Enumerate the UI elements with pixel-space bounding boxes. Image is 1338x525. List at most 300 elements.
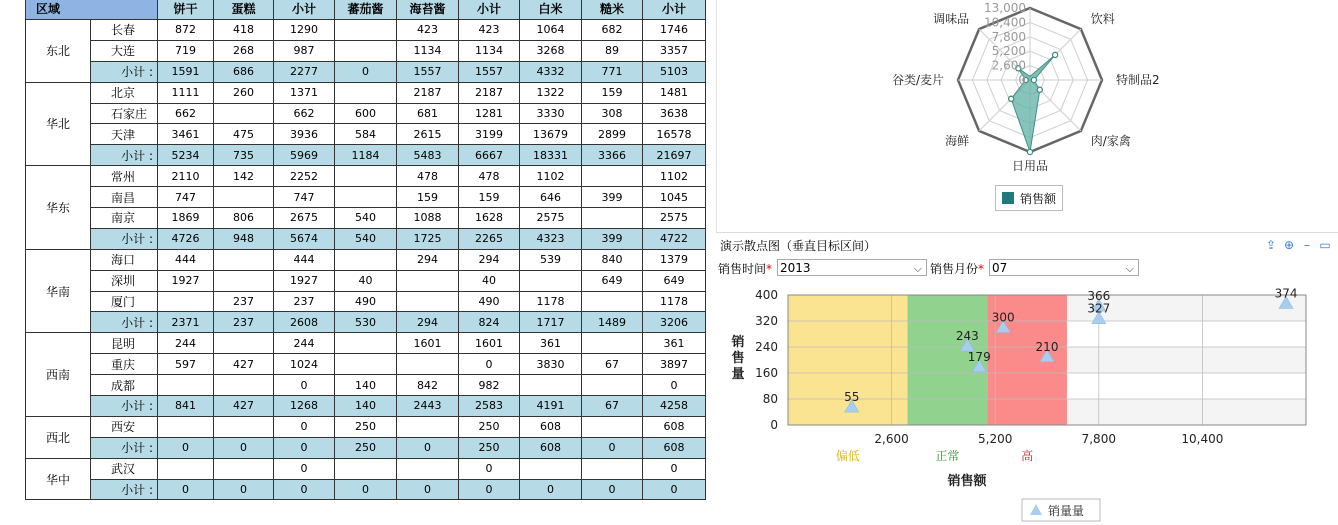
value-cell: 1045 xyxy=(643,187,706,208)
value-cell: 423 xyxy=(459,20,520,41)
subtotal-row xyxy=(26,437,706,458)
subtotal-row xyxy=(26,312,706,333)
band-label: 正常 xyxy=(935,449,960,463)
subtotal-label: 小计 : xyxy=(91,479,158,500)
value-cell: 1102 xyxy=(643,166,706,187)
filter-month-select[interactable] xyxy=(989,259,1139,276)
value-cell: 237 xyxy=(214,312,274,333)
value-cell: 361 xyxy=(520,333,582,354)
value-cell: 1134 xyxy=(459,40,520,61)
value-cell: 475 xyxy=(214,124,274,145)
value-cell: 1717 xyxy=(520,312,582,333)
city-cell: 长春 xyxy=(91,20,158,41)
value-cell: 597 xyxy=(158,354,214,375)
sales-report-table xyxy=(25,0,706,500)
value-cell: 0 xyxy=(643,375,706,396)
value-cell: 3936 xyxy=(274,124,335,145)
radar-tick-label: 5,200 xyxy=(991,44,1026,59)
value-cell: 2110 xyxy=(158,166,214,187)
value-cell: 478 xyxy=(397,166,459,187)
table-row xyxy=(26,40,706,61)
value-cell: 159 xyxy=(459,187,520,208)
value-cell: 294 xyxy=(397,249,459,270)
value-cell: 1290 xyxy=(274,20,335,41)
value-cell: 0 xyxy=(459,479,520,500)
value-cell: 1869 xyxy=(158,208,214,229)
point-label: 55 xyxy=(844,390,860,405)
value-cell: 735 xyxy=(214,145,274,166)
subtotal-label: 小计 : xyxy=(91,312,158,333)
value-cell: 3366 xyxy=(582,145,643,166)
value-cell: 1601 xyxy=(397,333,459,354)
column-header: 小计 xyxy=(643,0,706,20)
value-cell: 1024 xyxy=(274,354,335,375)
region-cell: 西北 xyxy=(26,416,91,458)
value-cell: 1178 xyxy=(520,291,582,312)
value-cell: 1102 xyxy=(520,166,582,187)
value-cell: 747 xyxy=(274,187,335,208)
radar-axis-label: 特制品2 xyxy=(1116,73,1160,87)
radar-point xyxy=(1027,149,1032,154)
x-axis-title: 销售额 xyxy=(947,474,987,489)
chevron-down-icon: ⌵ xyxy=(1125,262,1134,275)
value-cell xyxy=(214,270,274,291)
radar-axis-label: 海鲜 xyxy=(945,133,970,148)
target-band xyxy=(788,295,908,425)
value-cell: 0 xyxy=(274,375,335,396)
subtotal-row xyxy=(26,61,706,82)
city-cell: 大连 xyxy=(91,40,158,61)
value-cell: 5674 xyxy=(274,228,335,249)
value-cell: 4191 xyxy=(520,396,582,417)
value-cell: 2187 xyxy=(397,82,459,103)
value-cell: 747 xyxy=(158,187,214,208)
value-cell: 1725 xyxy=(397,228,459,249)
value-cell xyxy=(582,375,643,396)
value-cell: 237 xyxy=(214,291,274,312)
value-cell: 0 xyxy=(459,354,520,375)
value-cell: 427 xyxy=(214,354,274,375)
value-cell: 159 xyxy=(397,187,459,208)
subtotal-label: 小计 : xyxy=(91,61,158,82)
value-cell: 0 xyxy=(397,479,459,500)
value-cell: 1628 xyxy=(459,208,520,229)
value-cell: 0 xyxy=(214,437,274,458)
point-label: 300 xyxy=(991,310,1015,325)
value-cell: 0 xyxy=(520,479,582,500)
value-cell: 5483 xyxy=(397,145,459,166)
value-cell: 719 xyxy=(158,40,214,61)
filter-year-select[interactable] xyxy=(777,259,927,276)
y-tick-label: 320 xyxy=(755,314,778,328)
table-row xyxy=(26,249,706,270)
value-cell xyxy=(158,458,214,479)
value-cell: 13679 xyxy=(520,124,582,145)
scatter-panel-title: 演示散点图（垂直目标区间） xyxy=(720,239,877,253)
value-cell: 3206 xyxy=(643,312,706,333)
value-cell: 361 xyxy=(643,333,706,354)
value-cell: 4722 xyxy=(643,228,706,249)
value-cell: 540 xyxy=(335,208,397,229)
value-cell: 0 xyxy=(582,479,643,500)
value-cell: 1178 xyxy=(643,291,706,312)
value-cell xyxy=(520,375,582,396)
value-cell xyxy=(520,458,582,479)
value-cell: 2899 xyxy=(582,124,643,145)
value-cell: 3461 xyxy=(158,124,214,145)
value-cell: 427 xyxy=(214,396,274,417)
value-cell: 308 xyxy=(582,103,643,124)
city-cell: 深圳 xyxy=(91,270,158,291)
value-cell: 0 xyxy=(397,437,459,458)
column-header: 蕃茄酱 xyxy=(335,0,397,20)
table-row xyxy=(26,270,706,291)
point-label: 366 xyxy=(1087,289,1111,304)
radar-axis-label: 谷类/麦片 xyxy=(891,73,944,87)
subtotal-label: 小计 : xyxy=(91,396,158,417)
export-icon[interactable]: ⇪ xyxy=(1265,238,1277,252)
value-cell: 682 xyxy=(582,20,643,41)
radar-point xyxy=(1053,52,1058,57)
filter-year-value: 2013 xyxy=(780,261,811,275)
value-cell: 444 xyxy=(274,249,335,270)
point-label: 327 xyxy=(1087,301,1111,316)
y-axis-title: 销售量 xyxy=(731,335,745,382)
value-cell: 2608 xyxy=(274,312,335,333)
value-cell: 600 xyxy=(335,103,397,124)
value-cell: 3268 xyxy=(520,40,582,61)
region-cell: 东北 xyxy=(26,20,91,83)
value-cell xyxy=(158,416,214,437)
value-cell: 608 xyxy=(520,437,582,458)
value-cell: 948 xyxy=(214,228,274,249)
value-cell: 840 xyxy=(582,249,643,270)
table-row xyxy=(26,208,706,229)
radar-legend-swatch xyxy=(1002,192,1014,204)
value-cell: 0 xyxy=(274,416,335,437)
column-header: 蛋糕 xyxy=(214,0,274,20)
value-cell: 1557 xyxy=(459,61,520,82)
value-cell: 806 xyxy=(214,208,274,229)
value-cell: 40 xyxy=(459,270,520,291)
y-tick-label: 0 xyxy=(770,418,778,432)
target-icon[interactable]: ⊕ xyxy=(1283,238,1295,252)
value-cell: 0 xyxy=(459,458,520,479)
city-cell: 武汉 xyxy=(91,458,158,479)
value-cell: 1927 xyxy=(158,270,214,291)
value-cell: 490 xyxy=(335,291,397,312)
radar-point xyxy=(1009,96,1014,101)
value-cell: 872 xyxy=(158,20,214,41)
value-cell: 1184 xyxy=(335,145,397,166)
value-cell: 662 xyxy=(274,103,335,124)
value-cell xyxy=(335,40,397,61)
table-row xyxy=(26,333,706,354)
value-cell xyxy=(397,354,459,375)
radar-chart-panel xyxy=(717,0,1338,228)
table-row xyxy=(26,20,706,41)
value-cell: 3357 xyxy=(643,40,706,61)
value-cell: 399 xyxy=(582,228,643,249)
value-cell: 3830 xyxy=(520,354,582,375)
radar-legend[interactable] xyxy=(995,185,1063,211)
value-cell: 0 xyxy=(274,437,335,458)
value-cell xyxy=(397,458,459,479)
value-cell: 539 xyxy=(520,249,582,270)
value-cell: 2575 xyxy=(643,208,706,229)
city-cell: 天津 xyxy=(91,124,158,145)
value-cell: 4323 xyxy=(520,228,582,249)
value-cell xyxy=(335,166,397,187)
table-row xyxy=(26,103,706,124)
column-header: 糙米 xyxy=(582,0,643,20)
value-cell xyxy=(397,416,459,437)
radar-legend-label: 销售额 xyxy=(1020,191,1057,206)
radar-tick-label: 7,800 xyxy=(991,29,1026,44)
maximize-icon[interactable]: ▭ xyxy=(1319,238,1331,252)
y-tick-label: 400 xyxy=(755,288,778,302)
value-cell: 4726 xyxy=(158,228,214,249)
region-cell: 华南 xyxy=(26,249,91,333)
city-cell: 南京 xyxy=(91,208,158,229)
x-tick-label: 2,600 xyxy=(874,432,909,446)
value-cell xyxy=(582,208,643,229)
value-cell: 6667 xyxy=(459,145,520,166)
table-row xyxy=(26,458,706,479)
value-cell xyxy=(582,416,643,437)
value-cell: 2252 xyxy=(274,166,335,187)
value-cell: 3330 xyxy=(520,103,582,124)
value-cell xyxy=(582,166,643,187)
value-cell: 1481 xyxy=(643,82,706,103)
value-cell: 771 xyxy=(582,61,643,82)
value-cell: 540 xyxy=(335,228,397,249)
value-cell xyxy=(214,187,274,208)
subtotal-row xyxy=(26,396,706,417)
radar-tick-label: 0 xyxy=(1018,73,1026,87)
value-cell: 159 xyxy=(582,82,643,103)
value-cell: 250 xyxy=(335,416,397,437)
table-row xyxy=(26,166,706,187)
value-cell: 18331 xyxy=(520,145,582,166)
table-row xyxy=(26,291,706,312)
y-tick-label: 80 xyxy=(762,392,778,406)
radar-tick-label: 2,600 xyxy=(991,58,1026,73)
value-cell xyxy=(214,103,274,124)
value-cell: 67 xyxy=(582,396,643,417)
value-cell: 1281 xyxy=(459,103,520,124)
value-cell: 0 xyxy=(582,437,643,458)
point-label: 243 xyxy=(955,329,979,344)
value-cell: 4258 xyxy=(643,396,706,417)
x-tick-label: 7,800 xyxy=(1081,432,1116,446)
y-tick-label: 160 xyxy=(755,366,778,380)
subtotal-row xyxy=(26,228,706,249)
radar-axis-label: 调味品 xyxy=(933,12,970,27)
value-cell: 0 xyxy=(274,458,335,479)
value-cell: 686 xyxy=(214,61,274,82)
city-cell: 南昌 xyxy=(91,187,158,208)
value-cell: 0 xyxy=(643,479,706,500)
value-cell: 1088 xyxy=(397,208,459,229)
subtotal-row xyxy=(26,479,706,500)
point-label: 210 xyxy=(1035,339,1059,354)
value-cell: 608 xyxy=(643,416,706,437)
value-cell: 5234 xyxy=(158,145,214,166)
value-cell: 0 xyxy=(214,479,274,500)
value-cell: 2277 xyxy=(274,61,335,82)
value-cell: 3638 xyxy=(643,103,706,124)
value-cell xyxy=(335,82,397,103)
value-cell: 1371 xyxy=(274,82,335,103)
value-cell: 0 xyxy=(274,479,335,500)
chevron-down-icon: ⌵ xyxy=(913,262,922,275)
value-cell: 237 xyxy=(274,291,335,312)
band-label: 偏低 xyxy=(835,449,860,463)
value-cell: 1379 xyxy=(643,249,706,270)
value-cell: 681 xyxy=(397,103,459,124)
city-cell: 西安 xyxy=(91,416,158,437)
value-cell: 584 xyxy=(335,124,397,145)
column-header: 饼干 xyxy=(158,0,214,20)
radar-axis-label: 肉/家禽 xyxy=(1090,133,1131,148)
panel-toolbar xyxy=(1264,238,1332,252)
table-row xyxy=(26,124,706,145)
table-row xyxy=(26,375,706,396)
column-header: 小计 xyxy=(459,0,520,20)
value-cell: 0 xyxy=(158,437,214,458)
table-row xyxy=(26,187,706,208)
region-cell: 华东 xyxy=(26,166,91,250)
x-tick-label: 5,200 xyxy=(978,432,1013,446)
value-cell: 5103 xyxy=(643,61,706,82)
minimize-icon[interactable]: – xyxy=(1304,238,1310,252)
value-cell: 418 xyxy=(214,20,274,41)
value-cell: 0 xyxy=(158,479,214,500)
city-cell: 北京 xyxy=(91,82,158,103)
value-cell: 294 xyxy=(397,312,459,333)
value-cell xyxy=(582,291,643,312)
point-label: 179 xyxy=(967,349,991,364)
subtotal-label: 小计 : xyxy=(91,437,158,458)
city-cell: 厦门 xyxy=(91,291,158,312)
value-cell: 1064 xyxy=(520,20,582,41)
value-cell: 2371 xyxy=(158,312,214,333)
value-cell: 16578 xyxy=(643,124,706,145)
value-cell xyxy=(214,375,274,396)
value-cell: 40 xyxy=(335,270,397,291)
value-cell: 423 xyxy=(397,20,459,41)
city-cell: 石家庄 xyxy=(91,103,158,124)
scatter-chart-panel xyxy=(716,232,1338,525)
city-cell: 重庆 xyxy=(91,354,158,375)
value-cell: 842 xyxy=(397,375,459,396)
value-cell: 1322 xyxy=(520,82,582,103)
value-cell: 2615 xyxy=(397,124,459,145)
value-cell: 2187 xyxy=(459,82,520,103)
value-cell: 1268 xyxy=(274,396,335,417)
value-cell: 2265 xyxy=(459,228,520,249)
value-cell: 608 xyxy=(643,437,706,458)
value-cell xyxy=(214,416,274,437)
value-cell: 260 xyxy=(214,82,274,103)
value-cell: 2575 xyxy=(520,208,582,229)
table-row xyxy=(26,416,706,437)
city-cell: 海口 xyxy=(91,249,158,270)
value-cell: 250 xyxy=(335,437,397,458)
radar-axis-label: 饮料 xyxy=(1090,12,1115,27)
value-cell: 444 xyxy=(158,249,214,270)
value-cell: 824 xyxy=(459,312,520,333)
subtotal-row xyxy=(26,145,706,166)
table-header-row xyxy=(26,0,706,20)
table-row xyxy=(26,354,706,375)
value-cell xyxy=(335,20,397,41)
value-cell: 89 xyxy=(582,40,643,61)
value-cell: 2583 xyxy=(459,396,520,417)
value-cell: 250 xyxy=(459,437,520,458)
subtotal-label: 小计 : xyxy=(91,145,158,166)
city-cell: 常州 xyxy=(91,166,158,187)
y-tick-label: 240 xyxy=(755,340,778,354)
value-cell xyxy=(214,333,274,354)
value-cell xyxy=(335,458,397,479)
value-cell xyxy=(397,291,459,312)
value-cell: 646 xyxy=(520,187,582,208)
value-cell: 21697 xyxy=(643,145,706,166)
value-cell: 244 xyxy=(158,333,214,354)
filter-month-value: 07 xyxy=(992,261,1008,275)
value-cell: 250 xyxy=(459,416,520,437)
band-label: 高 xyxy=(1021,449,1034,463)
value-cell xyxy=(335,333,397,354)
value-cell: 662 xyxy=(158,103,214,124)
city-cell: 昆明 xyxy=(91,333,158,354)
value-cell: 244 xyxy=(274,333,335,354)
value-cell: 142 xyxy=(214,166,274,187)
radar-tick-label: 13,000 xyxy=(984,1,1026,15)
value-cell: 649 xyxy=(582,270,643,291)
radar-point xyxy=(1031,77,1036,82)
region-cell: 华中 xyxy=(26,458,91,500)
region-header: 区域 xyxy=(26,0,158,20)
region-cell: 华北 xyxy=(26,82,91,166)
value-cell: 1601 xyxy=(459,333,520,354)
value-cell: 490 xyxy=(459,291,520,312)
radar-tick-label: 10,400 xyxy=(984,15,1026,30)
subtotal-label: 小计 : xyxy=(91,228,158,249)
scatter-legend-label: 销量量 xyxy=(1048,504,1085,518)
table-row xyxy=(26,82,706,103)
value-cell xyxy=(397,270,459,291)
value-cell: 1927 xyxy=(274,270,335,291)
value-cell: 3199 xyxy=(459,124,520,145)
value-cell: 0 xyxy=(643,458,706,479)
value-cell: 3897 xyxy=(643,354,706,375)
column-header: 白米 xyxy=(520,0,582,20)
filter-month-label: 销售月份* xyxy=(930,262,985,276)
value-cell: 140 xyxy=(335,396,397,417)
value-cell xyxy=(158,375,214,396)
value-cell xyxy=(520,270,582,291)
value-cell xyxy=(158,291,214,312)
filter-year-label: 销售时间* xyxy=(718,262,773,276)
value-cell xyxy=(582,458,643,479)
value-cell: 4332 xyxy=(520,61,582,82)
radar-axis-label: 日用品 xyxy=(1011,159,1049,173)
city-cell: 成都 xyxy=(91,375,158,396)
value-cell: 530 xyxy=(335,312,397,333)
